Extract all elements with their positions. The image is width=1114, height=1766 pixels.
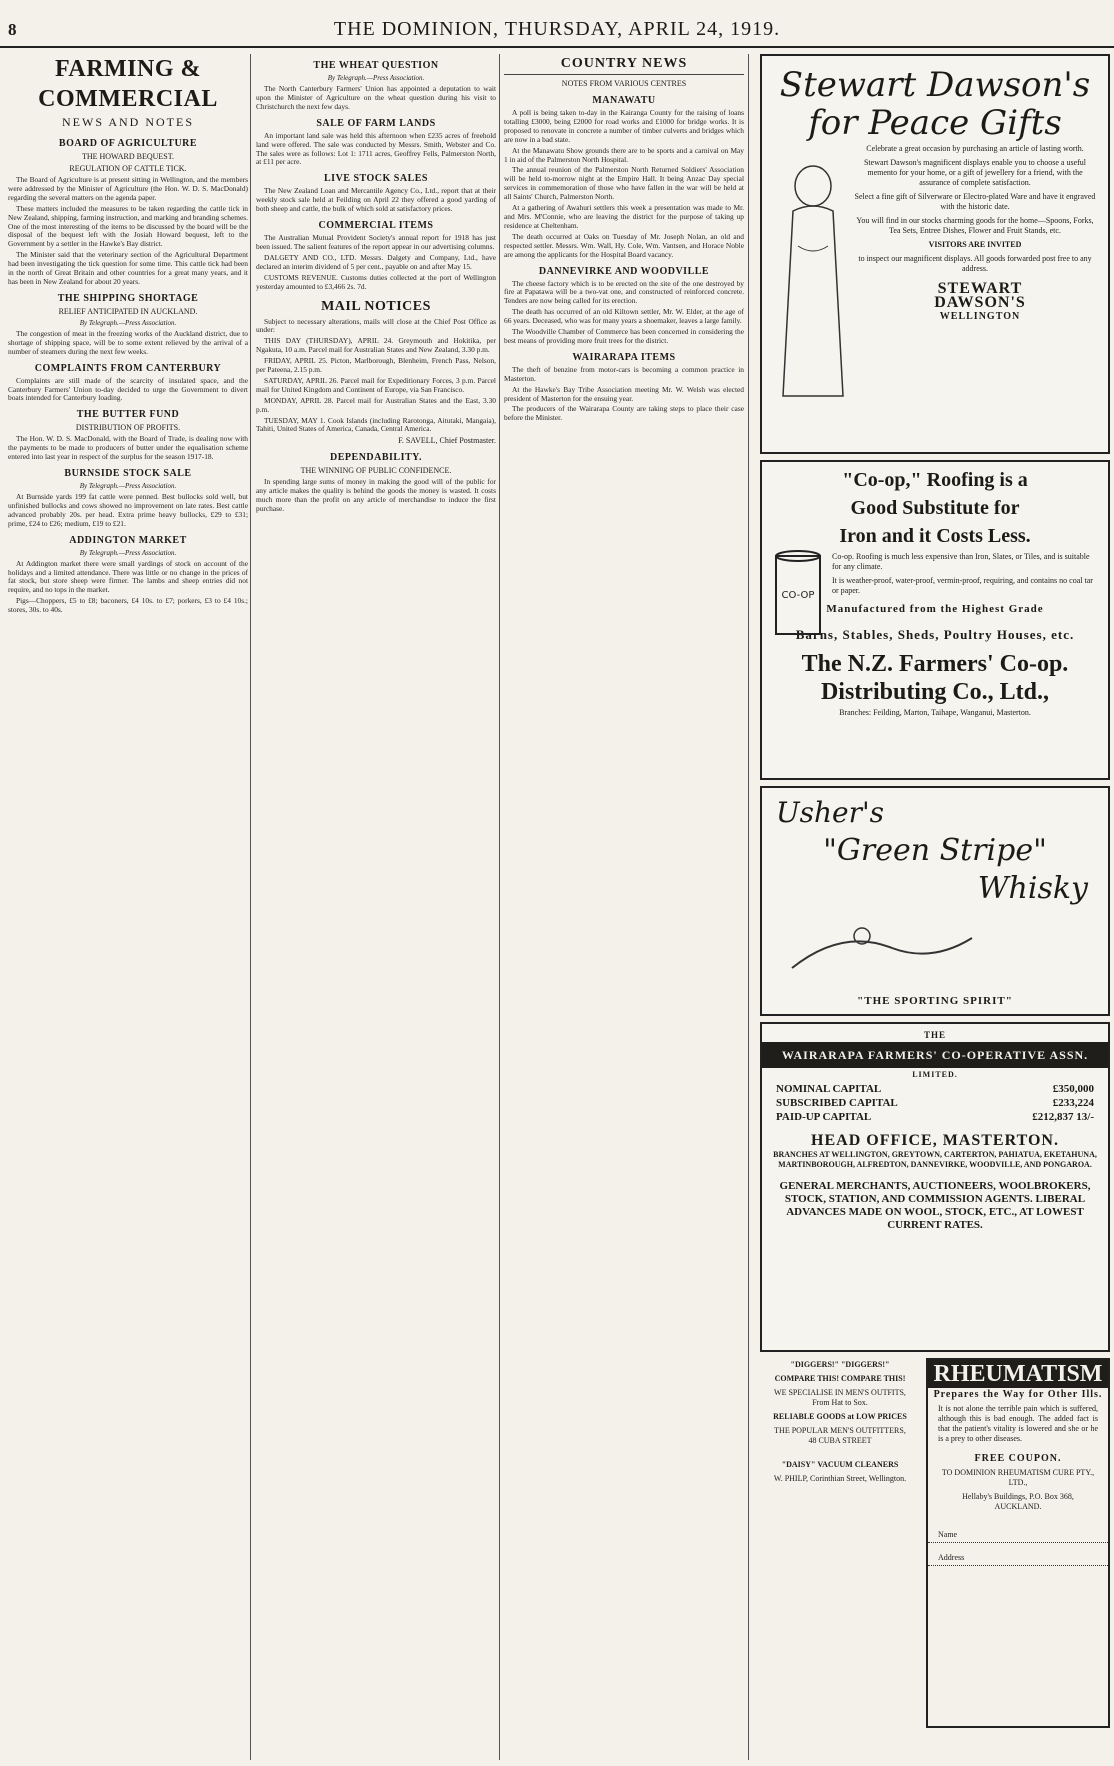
co-op-roofing-ad	[760, 460, 1110, 780]
coupon-name-field[interactable]: Name	[928, 1528, 1108, 1543]
ad-subhead: Prepares the Way for Other Ills.	[933, 1389, 1103, 1400]
ad-text: Select a fine gift of Silverware or Electro-plated Ware and have it engraved with the historic date.	[854, 192, 1096, 211]
ad-headline: Good Substitute for	[850, 497, 1020, 519]
article-headline: MANAWATU	[592, 95, 656, 106]
ad-text: It is not alone the terrible pain which is suffered, although this is bad enough. The added fact is that the patient's vitality is lowered and she or he is a prey to other diseases.	[938, 1404, 1098, 1443]
ad-text: It is weather-proof, water-proof, vermin-proof, requiring, and contains no coal tar or paper.	[832, 576, 1093, 595]
article-paragraph: The theft of benzine from motor-cars is becoming a common practice in Masterton.	[504, 364, 744, 383]
column-rule	[748, 54, 749, 1760]
article-headline: BOARD OF AGRICULTURE	[58, 138, 198, 149]
ad-headline: "DAISY" VACUUM CLEANERS	[781, 1460, 899, 1469]
byline: By Telegraph.—Press Association.	[79, 318, 177, 327]
ad-company: WAIRARAPA FARMERS' CO-OPERATIVE ASSN.	[762, 1042, 1108, 1068]
ad-headline: COMPARE THIS! COMPARE THIS!	[774, 1374, 906, 1383]
article-paragraph: At Addington market there were small yardings of stock on account of the holidays and a limited attendance. There was little or no change in the prices of fat stock, but store sheep were firmer. The lambs and sheep entries did not require, and no tops in the market.	[8, 558, 248, 595]
rider-illustration-icon	[782, 908, 982, 978]
ad-logo: WELLINGTON	[939, 311, 1021, 322]
column-rule	[250, 54, 251, 1760]
article-headline: MAIL NOTICES	[321, 298, 431, 314]
article-paragraph: DALGETY AND CO., LTD. Messrs. Dalgety and Company, Ltd., have declared an interim dividend of 5 per cent., payable on and after May 15.	[256, 252, 496, 271]
capital-label: SUBSCRIBED CAPITAL	[776, 1097, 898, 1109]
article-paragraph: The death occurred at Oaks on Tuesday of Mr. Joseph Nolan, an old and respected settler. Messrs. Wm. Wall, Hy. Cole, Wm. Vantsen, and Horace Noble are among the applicants for the Hospital Board vacancy.	[504, 231, 744, 259]
article-headline: THE BUTTER FUND	[76, 409, 180, 421]
article-paragraph: The annual reunion of the Palmerston North Returned Soldiers' Association will be held to-morrow night at the Empire Hall. It being Anzac Day special services in commemoration of those who have fallen in the war will be held at all Saints' Church, Palmerston North.	[504, 165, 744, 202]
article-headline: COMMERCIAL ITEMS	[318, 220, 434, 232]
article-paragraph: The Board of Agriculture is at present sitting in Wellington, and the members were addressed by the Minister of Agriculture (the Hon. W. D. S. MacDonald) regarding the several matters on the agenda paper.	[8, 175, 248, 202]
ad-text: WE SPECIALISE IN MEN'S OUTFITS, From Hat to Sox.	[774, 1388, 906, 1407]
ad-coupon-title: FREE COUPON.	[974, 1453, 1062, 1464]
ad-brand: Usher's	[776, 796, 885, 829]
capital-row	[762, 1096, 1108, 1110]
ad-text: BRANCHES AT WELLINGTON, GREYTOWN, CARTERTON, PAHIATUA, EKETAHUNA, MARTINBOROUGH, ALFREDTON, DANNEVIRKE, WOODVILLE, AND PONGAROA.	[773, 1150, 1097, 1169]
ad-text: Stewart Dawson's magnificent displays enable you to choose a useful memento for your home, or a gift of jewellery for a friend, with the assurance of complete satisfaction.	[863, 158, 1087, 187]
article-headline: SALE OF FARM LANDS	[316, 117, 436, 129]
ad-headline: Stewart Dawson's	[779, 65, 1091, 105]
page-number: 8	[8, 20, 17, 39]
section-title: FARMING & COMMERCIAL	[38, 56, 218, 112]
ad-logo: STEWART	[937, 280, 1023, 297]
column-country-news-final	[504, 54, 744, 1760]
ad-company: The N.Z. Farmers' Co-op.	[801, 651, 1069, 677]
section-subtitle: NEWS AND NOTES	[62, 115, 194, 129]
ad-text: LIMITED.	[912, 1070, 958, 1079]
article-paragraph: Subject to necessary alterations, mails will close at the Chief Post Office as under:	[256, 316, 496, 335]
stewart-dawson-ad	[760, 54, 1110, 454]
advertisements-column	[760, 54, 1110, 1736]
article-subhead: RELIEF ANTICIPATED IN AUCKLAND.	[58, 306, 198, 316]
capital-row	[762, 1110, 1108, 1124]
article-headline: THE SHIPPING SHORTAGE	[57, 292, 199, 304]
ad-text: TO DOMINION RHEUMATISM CURE PTY., LTD.,	[941, 1468, 1095, 1487]
rheumatism-box	[926, 1358, 1110, 1728]
article-paragraph: In spending large sums of money in making the good will of the public for any article makes the quality is behind the goods the money is wasted. It costs much more than the profit on any article of merchandise to induce the first purchase.	[256, 477, 496, 514]
capital-value: £212,837 13/-	[1032, 1111, 1094, 1123]
article-paragraph: At Burnside yards 199 fat cattle were penned. Best bullocks sold well, but unfinished bullocks and cows showed no improvement on late rates. Best cattle advanced probably 20s. per head. Extra prime heavy bullocks, £29 to £31; prime, £24 to £26; medium, £19 to £21.	[8, 492, 248, 528]
ad-logo: DAWSON'S	[934, 294, 1026, 311]
article-paragraph: TUESDAY, MAY 1. Cook Islands (including Rarotonga, Aitutaki, Mangaia), Tahiti, United States of America, Canada, Central America.	[256, 415, 496, 434]
article-paragraph: CUSTOMS REVENUE. Customs duties collected at the port of Wellington yesterday amounted to £3,466 2s. 7d.	[256, 272, 496, 291]
capital-label: NOMINAL CAPITAL	[776, 1083, 882, 1095]
article-headline: THE WHEAT QUESTION	[313, 60, 439, 71]
masthead	[0, 0, 1114, 48]
article-headline: LIVE STOCK SALES	[324, 173, 428, 185]
article-paragraph: At a gathering of Awahuri settlers this week a presentation was made to Mr. and Mrs. M'Connie, who are leaving the district for the purpose of taking up residence at Cheltenham.	[504, 203, 744, 230]
article-paragraph: The Minister said that the veterinary section of the Agricultural Department had been investigating the tick question for some time. This cattle tick had been in the north of Great Britain and other countries for a great many years, and it has been in New Zealand for about 20 years.	[8, 250, 248, 286]
signature: F. SAVELL, Chief Postmaster.	[398, 436, 496, 446]
ad-text: GENERAL MERCHANTS, AUCTIONEERS, WOOLBROKERS, STOCK, STATION, AND COMMISSION AGENTS. LIBERAL ADVANCES MADE ON WOOL, STOCK, ETC., AT LOWEST CURRENT RATES.	[779, 1180, 1091, 1231]
article-paragraph: The death has occurred of an old Kiltown settler, Mr. W. Elder, at the age of 66 years. Deceased, who was for many years a shoemaker, leaves a large family.	[504, 307, 744, 326]
ad-text: RELIABLE GOODS at LOW PRICES	[773, 1412, 907, 1421]
newspaper-title: THE DOMINION, THURSDAY, APRIL 24, 1919.	[333, 18, 781, 40]
article-headline: COMPLAINTS FROM CANTERBURY	[34, 362, 222, 374]
ad-text: THE POPULAR MEN'S OUTFITTERS, 48 CUBA STREET	[774, 1426, 906, 1445]
article-paragraph: FRIDAY, APRIL 25. Picton, Marlborough, Blenheim, French Pass, Nelson, per Pateena, 2.15 p.m.	[256, 356, 496, 375]
ad-text: VISITORS ARE INVITED	[928, 240, 1022, 249]
capital-label: PAID-UP CAPITAL	[776, 1111, 872, 1123]
article-paragraph: The congestion of meat in the freezing works of the Auckland district, due to shortage of shipping space, will be to some extent relieved by the arrival of a number of steamers during the next few weeks.	[8, 328, 248, 356]
rheumatism-ad	[760, 1358, 1110, 1730]
outfitters-ad	[760, 1358, 920, 1486]
ad-text: Hellaby's Buildings, P.O. Box 368, AUCKLAND.	[962, 1492, 1074, 1511]
ad-text: Branches: Feilding, Marton, Taihape, Wanganui, Masterton.	[839, 708, 1031, 717]
wairarapa-farmers-ad	[760, 1022, 1110, 1352]
ad-headline: RHEUMATISM	[928, 1360, 1108, 1388]
article-subhead: DISTRIBUTION OF PROFITS.	[75, 423, 181, 433]
article-headline: WAIRARAPA ITEMS	[572, 351, 676, 363]
article-headline: DANNEVIRKE AND WOODVILLE	[538, 265, 710, 277]
article-paragraph: A poll is being taken to-day in the Kairanga County for the raising of loans totalling £3000, being £2000 for road works and £1000 for bridge works. It is proposed to renovate in concrete a number of timber culverts and bridges which are now in a bad state.	[504, 108, 744, 144]
article-headline: BURNSIDE STOCK SALE	[64, 468, 192, 480]
capital-value: £233,224	[1052, 1097, 1094, 1109]
article-headline: DEPENDABILITY.	[330, 452, 422, 464]
column-commerce	[256, 54, 496, 1760]
ad-company: Distributing Co., Ltd.,	[820, 679, 1050, 705]
article-paragraph: The Hon. W. D. S. MacDonald, with the Board of Trade, is dealing now with the payments to be made to producers of butter under the equalisation scheme entered into last year in respect of the surplus for the season 1917-18.	[8, 434, 248, 462]
article-paragraph: The producers of the Wairarapa County are taking steps to place their case before the Minister.	[504, 404, 744, 423]
ad-text: Celebrate a great occasion by purchasing an article of lasting worth.	[866, 144, 1084, 153]
article-paragraph: The North Canterbury Farmers' Union has appointed a deputation to wait upon the Minister of Agriculture on the wheat question during his visit to Christchurch the next few days.	[256, 84, 496, 111]
article-paragraph: The Australian Mutual Provident Society's annual report for 1918 has just been issued. The salient features of the report appear in our advertising columns.	[256, 233, 496, 251]
capital-table	[762, 1082, 1108, 1124]
column-rule	[499, 54, 500, 1760]
ad-text: Manufactured from the Highest Grade	[826, 603, 1044, 615]
article-subhead: THE HOWARD BEQUEST.	[81, 152, 175, 161]
ad-headline: "DIGGERS!" "DIGGERS!"	[790, 1360, 890, 1369]
ad-headline: for Peace Gifts	[808, 103, 1062, 143]
ad-product: Whisky	[977, 871, 1088, 906]
article-paragraph: THIS DAY (THURSDAY), APRIL 24. Greymouth and Hokitika, per Ngakuta, 10 a.m. Parcel mail for Australian States and New Zealand, 3.30 p.m.	[256, 336, 496, 355]
ad-headline: Iron and it Costs Less.	[839, 525, 1031, 547]
ad-tagline: "THE SPORTING SPIRIT"	[857, 995, 1013, 1007]
article-paragraph: The cheese factory which is to be erected on the site of the one destroyed by fire at Papatawa will be a two-vat one, and constructed of reinforced concrete. Tenders are now being called for its erection.	[504, 278, 744, 306]
capital-value: £350,000	[1052, 1083, 1094, 1095]
article-paragraph: The New Zealand Loan and Mercantile Agency Co., Ltd., report that at their weekly stock sale held at Feilding on April 22 they offered a good yarding of both sheep and cattle, the bulk of which sold at satisfactory prices.	[256, 186, 496, 214]
ad-text: W. PHILP, Corinthian Street, Wellington.	[773, 1474, 907, 1483]
byline: By Telegraph.—Press Association.	[327, 74, 425, 82]
article-headline: ADDINGTON MARKET	[69, 534, 187, 546]
roofing-roll-icon	[770, 550, 826, 640]
ad-text: THE	[923, 1030, 946, 1040]
article-paragraph: At the Manawatu Show grounds there are to be sports and a carnival on May 1 in aid of the Palmerston North Hospital.	[504, 145, 744, 164]
lady-illustration-icon	[768, 156, 858, 406]
ad-head-office: HEAD OFFICE, MASTERTON.	[811, 1132, 1059, 1149]
article-paragraph: At the Hawke's Bay Tribe Association meeting Mr. W. Welsh was elected president of Masterton for the ensuing year.	[504, 384, 744, 403]
svg-text:CO-OP: CO-OP	[781, 590, 815, 601]
section-title: COUNTRY NEWS	[504, 54, 744, 75]
byline: By Telegraph.—Press Association.	[79, 548, 177, 557]
ad-text: Barns, Stables, Sheds, Poultry Houses, etc.	[795, 627, 1075, 642]
article-paragraph: Pigs—Choppers, £5 to £8; baconers, £4 10s. to £7; porkers, £3 to £4 10s.; stores, 30s. to 40s.	[8, 596, 248, 615]
article-paragraph: Complaints are still made of the scarcity of insulated space, and the Canterbury Farmers' Union to-day decided to urge the Government to divert boats intended for Canterbury loading.	[8, 375, 248, 403]
ad-text: You will find in our stocks charming goods for the home—Spoons, Forks, Tea Sets, Entree Dishes, Flower and Fruit Stands, etc.	[856, 216, 1094, 235]
article-paragraph: SATURDAY, APRIL 26. Parcel mail for Expeditionary Forces, 3 p.m. Parcel mail for United Kingdom and Continent of Europe, via San Francisco.	[256, 375, 496, 394]
ad-text: to inspect our magnificent displays. All goods forwarded post free to any address.	[858, 254, 1092, 273]
ad-product: "Green Stripe"	[823, 833, 1047, 868]
article-subhead: NOTES FROM VARIOUS CENTRES	[561, 79, 687, 88]
ad-text: Co-op. Roofing is much less expensive than Iron, Slates, or Tiles, and is suitable for any climate.	[832, 552, 1090, 571]
article-paragraph: An important land sale was held this afternoon when £235 acres of freehold land were offered. The sale was conducted by Messrs. Smith, Webster and Co. The sales were as follows: Lot 1: 1711 acres, Geoffrey Fells, Palmerston North, at £11 per acre.	[256, 130, 496, 167]
byline: By Telegraph.—Press Association.	[79, 482, 177, 491]
article-paragraph: These matters included the measures to be taken regarding the cattle tick in New Zealand, shipping, farming instruction, and marking and branding schemes. One of the most interesting of the items to be discussed by the board will be the disposal of the bequest left with the Josiah Howard bequest, left to the Government by a settler in the Hawke's Bay district.	[8, 203, 248, 249]
article-paragraph: MONDAY, APRIL 28. Parcel mail for Australian States and the East, 3.30 p.m.	[256, 395, 496, 414]
ad-headline: "Co-op," Roofing is a	[842, 469, 1028, 491]
ushers-whisky-ad	[760, 786, 1110, 1016]
coupon-address-field[interactable]: Address	[928, 1551, 1108, 1566]
article-subhead: REGULATION OF CATTLE TICK.	[69, 164, 187, 173]
article-subhead: THE WINNING OF PUBLIC CONFIDENCE.	[300, 466, 452, 476]
column-farming	[8, 54, 248, 1760]
article-paragraph: The Woodville Chamber of Commerce has been concerned in considering the best means of providing more fruit trees for the district.	[504, 327, 744, 345]
capital-row	[762, 1082, 1108, 1096]
